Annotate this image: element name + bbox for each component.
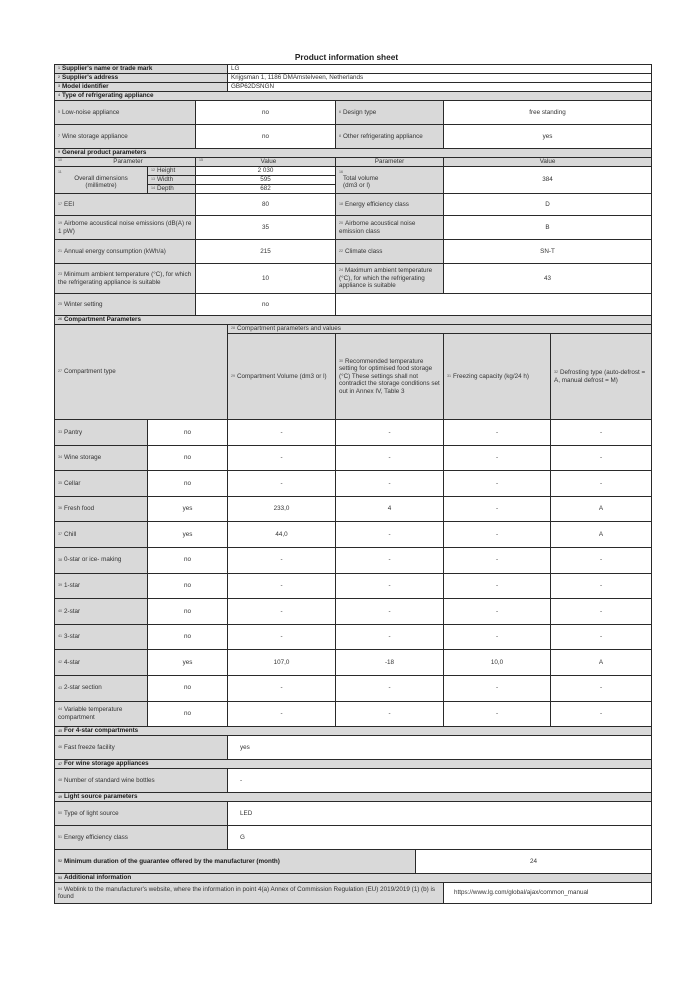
noise-row: 19 Airborne acoustical noise emissions (dB(A) re 1 pW) 35 20 Airborne acoustical noise emission class B bbox=[55, 216, 652, 240]
supplier-address-label: Supplier's address bbox=[62, 74, 119, 82]
ambient-temperature-row: 23 Minimum ambient temperature (°C), for which the refrigerating appliance is suitable 10 24 Maximum ambient temperature (°C), for which the refrigerating appliance is suitable 43 bbox=[55, 264, 652, 294]
weblink-row: 54 Weblink to the manufacturer's website, where the information in point 4(a) Annex of Commission Regulation (EU) 2019/2019 (1) (b) is found https://www.lg.com/global/ajax/common_manual bbox=[55, 883, 652, 904]
low-noise-row: 5 Low-noise appliance no 6 Design type free standing bbox=[55, 101, 652, 125]
eei-value: 80 bbox=[196, 194, 336, 216]
four-star-section-heading: 45 For 4-star compartments bbox=[55, 727, 652, 736]
depth-value: 682 bbox=[196, 185, 336, 194]
design-type-label: Design type bbox=[343, 108, 377, 116]
defrost-header: 32 Defrosting type (auto-defrost = A, manual defrost = M) bbox=[551, 334, 652, 420]
wine-bottles-value: - bbox=[228, 769, 652, 793]
param-header-row: 10 Parameter 15 Value Parameter Value bbox=[55, 158, 652, 167]
dimension-height-row: 11 Overall dimensions (millimetre) 12 Height 2 030 16 Total volume (dm3 or l) 384 bbox=[55, 167, 652, 176]
noise-value: 35 bbox=[196, 216, 336, 240]
wine-storage-value: no bbox=[196, 125, 336, 149]
compartment-row: 39 1-star no - - - - bbox=[55, 573, 652, 599]
supplier-address-row: 2 Supplier's address Krijgsman 1, 1186 DMAmstelveen, Netherlands bbox=[55, 74, 652, 83]
temperature-header: 30 Recommended temperature setting for optimised food storage (°C) These settings shall not contradict the storage conditions set out in Annex IV, Table 3 bbox=[336, 334, 444, 420]
energy-consumption-row: 21 Annual energy consumption (kWh/a) 215 22 Climate class SN-T bbox=[55, 240, 652, 264]
compartment-row: 35 Cellar no - - - - bbox=[55, 471, 652, 497]
wine-storage-appliance-row: 7 Wine storage appliance no 8 Other refrigerating appliance yes bbox=[55, 125, 652, 149]
other-appliance-label: Other refrigerating appliance bbox=[343, 132, 423, 140]
light-energy-class-value: G bbox=[228, 826, 652, 850]
low-noise-value: no bbox=[196, 101, 336, 125]
model-identifier-label: Model identifier bbox=[62, 83, 109, 91]
model-identifier-row: 3 Model identifier GBP62DSNGN bbox=[55, 83, 652, 92]
compartment-row: 34 Wine storage no - - - - bbox=[55, 445, 652, 471]
volume-header: 29 Compartment Volume (dm3 or l) bbox=[228, 334, 336, 420]
compartment-type-header: 27 Compartment type bbox=[55, 325, 228, 420]
supplier-address-value: Krijgsman 1, 1186 DMAmstelveen, Netherlands bbox=[228, 74, 652, 83]
light-type-row: 50 Type of light source LED bbox=[55, 802, 652, 826]
fast-freeze-value: yes bbox=[228, 736, 652, 760]
compartment-row: 42 4-star yes 107,0 -18 10,0 A bbox=[55, 650, 652, 676]
total-volume-value: 384 bbox=[444, 167, 652, 194]
wine-bottles-row: 48 Number of standard wine bottles - bbox=[55, 769, 652, 793]
page-title: Product information sheet bbox=[294, 52, 399, 62]
eei-row: 17 EEI 80 18 Energy efficiency class D bbox=[55, 194, 652, 216]
compartment-row: 43 2-star section no - - - - bbox=[55, 675, 652, 701]
compartment-group-header: 27 Compartment type 28 Compartment parameters and values bbox=[55, 325, 652, 334]
general-section-heading: 9 General product parameters bbox=[55, 149, 652, 158]
compartment-section-heading: 26 Compartment Parameters bbox=[55, 316, 652, 325]
winter-setting-value: no bbox=[196, 294, 336, 316]
compartment-row: 41 3-star no - - - - bbox=[55, 624, 652, 650]
manufacturer-weblink[interactable]: https://www.lg.com/global/ajax/common_manual bbox=[444, 883, 652, 904]
energy-class-value: D bbox=[444, 194, 652, 216]
height-value: 2 030 bbox=[196, 167, 336, 176]
climate-class-value: SN-T bbox=[444, 240, 652, 264]
wine-storage-label: Wine storage appliance bbox=[62, 132, 128, 140]
fast-freeze-row: 46 Fast freeze facility yes bbox=[55, 736, 652, 760]
wine-section-heading: 47 For wine storage appliances bbox=[55, 760, 652, 769]
model-identifier-value: GBP62DSNGN bbox=[228, 83, 652, 92]
type-section-heading: 4 Type of refrigerating appliance bbox=[55, 92, 652, 101]
light-energy-class-row: 51 Energy efficiency class G bbox=[55, 826, 652, 850]
winter-setting-row: 25 Winter setting no bbox=[55, 294, 652, 316]
low-noise-label: Low-noise appliance bbox=[62, 108, 120, 116]
additional-section-heading: 53 Additional information bbox=[55, 874, 652, 883]
max-ambient-value: 43 bbox=[444, 264, 652, 294]
compartment-row: 33 Pantry no - - - - bbox=[55, 420, 652, 446]
guarantee-value: 24 bbox=[416, 850, 652, 874]
supplier-name-value: LG bbox=[228, 65, 652, 74]
compartment-row: 40 2-star no - - - - bbox=[55, 599, 652, 625]
width-value: 595 bbox=[196, 176, 336, 185]
compartment-row: 38 0-star or ice- making no - - - - bbox=[55, 547, 652, 573]
min-ambient-value: 10 bbox=[196, 264, 336, 294]
energy-consumption-value: 215 bbox=[196, 240, 336, 264]
dimension-width-row: 13 Width 595 bbox=[55, 176, 652, 185]
compartment-row: 44 Variable temperature compartment no - - - - bbox=[55, 701, 652, 727]
product-information-table bbox=[54, 64, 652, 904]
light-type-value: LED bbox=[228, 802, 652, 826]
supplier-name-label: Supplier's name or trade mark bbox=[62, 65, 153, 73]
light-section-heading: 49 Light source parameters bbox=[55, 793, 652, 802]
noise-class-value: B bbox=[444, 216, 652, 240]
overall-dimensions-label: 11 Overall dimensions (millimetre) bbox=[55, 167, 148, 194]
design-type-value: free standing bbox=[444, 101, 652, 125]
supplier-name-row: 1 Supplier's name or trade mark LG bbox=[55, 65, 652, 74]
freezing-header: 31 Freezing capacity (kg/24 h) bbox=[444, 334, 551, 420]
compartment-row: 37 Chill yes 44,0 - - A bbox=[55, 522, 652, 548]
guarantee-row: 52 Minimum duration of the guarantee offered by the manufacturer (month) 24 bbox=[55, 850, 652, 874]
dimension-depth-row: 14 Depth 682 bbox=[55, 185, 652, 194]
other-appliance-value: yes bbox=[444, 125, 652, 149]
compartment-row: 36 Fresh food yes 233,0 4 - A bbox=[55, 496, 652, 522]
